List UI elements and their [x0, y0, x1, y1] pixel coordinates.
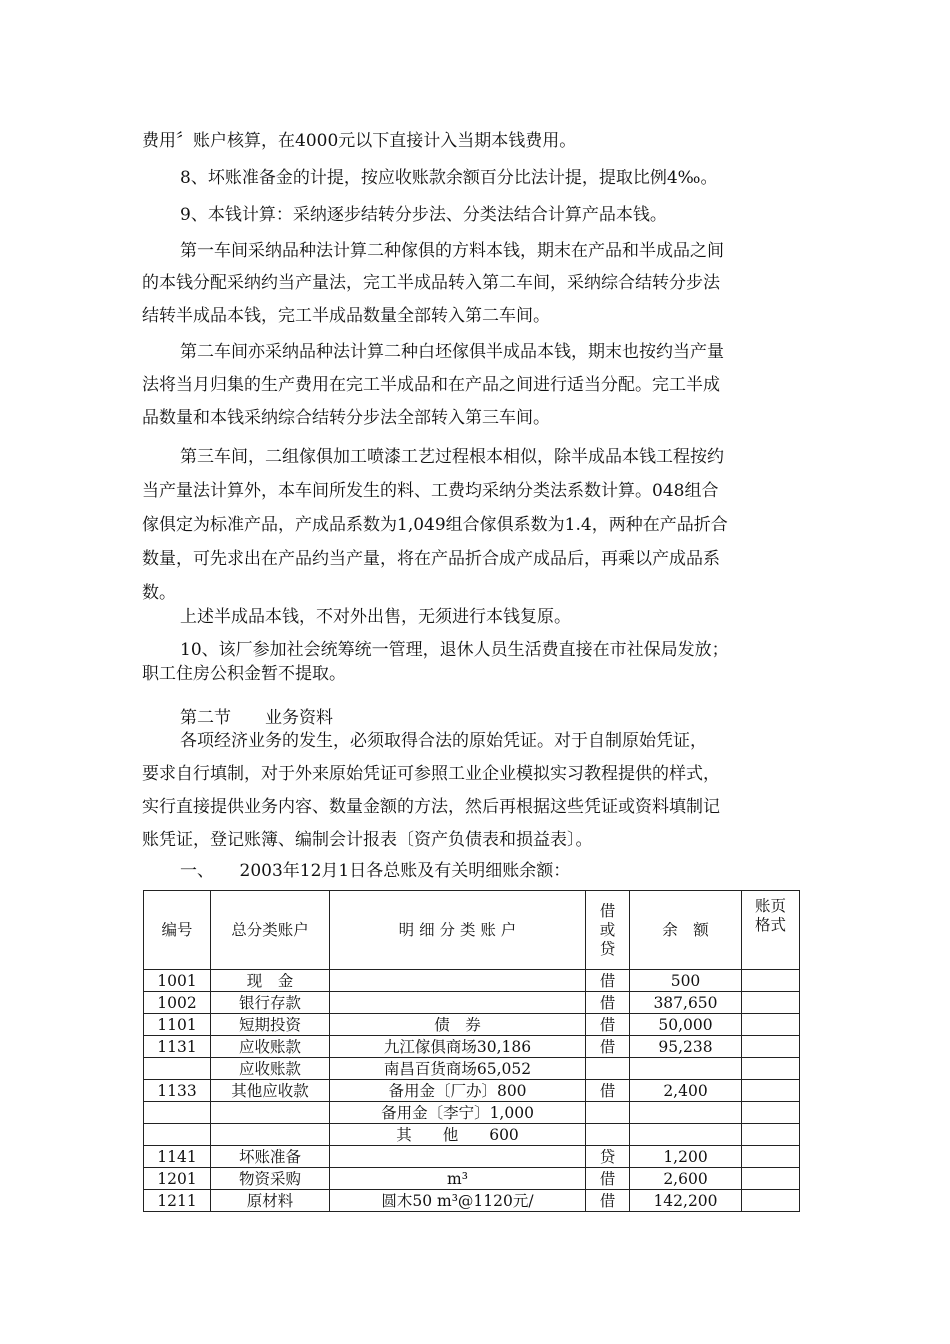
cell-detail: [330, 1146, 586, 1168]
balance-table: [143, 890, 800, 1212]
cell-detail: [330, 992, 586, 1014]
cell-dc: 借: [586, 1168, 630, 1190]
cell-general: 其他应收款: [211, 1080, 330, 1102]
cell-general: [211, 1102, 330, 1124]
cell-general: 现 金: [211, 970, 330, 992]
cell-format: [742, 1168, 800, 1190]
cell-dc: [586, 1124, 630, 1146]
paragraph-line: 的本钱分配采纳约当产量法，完工半成品转入第二车间，采纳综合结转分步法: [142, 273, 720, 293]
cell-code: [144, 1102, 211, 1124]
cell-detail: 圆木50 m³@1120元/: [330, 1190, 586, 1212]
cell-dc: 借: [586, 970, 630, 992]
cell-balance: 2,400: [630, 1080, 742, 1102]
paragraph-line: 要求自行填制，对于外来原始凭证可参照工业企业模拟实习教程提供的样式，: [142, 764, 720, 784]
header-debit-credit: [586, 891, 630, 970]
paragraph-line: 结转半成品本钱，完工半成品数量全部转入第二车间。: [142, 306, 550, 326]
paragraph-line: 第一车间采纳品种法计算二种傢俱的方料本钱，期末在产品和半成品之间: [180, 241, 724, 261]
cell-balance: 387,650: [630, 992, 742, 1014]
paragraph-line: 上述半成品本钱，不对外出售，无须进行本钱复原。: [180, 607, 571, 627]
cell-general: [211, 1124, 330, 1146]
cell-general: 原材料: [211, 1190, 330, 1212]
cell-code: [144, 1124, 211, 1146]
cell-format: [742, 1124, 800, 1146]
cell-detail: 九江傢俱商场30,186: [330, 1036, 586, 1058]
paragraph-line: 数。: [142, 583, 176, 603]
paragraph-line: 品数量和本钱采纳综合结转分步法全部转入第三车间。: [142, 408, 550, 428]
table-row: [144, 1102, 800, 1124]
cell-dc: 借: [586, 1190, 630, 1212]
cell-general: 应收账款: [211, 1036, 330, 1058]
cell-general: 坏账准备: [211, 1146, 330, 1168]
cell-balance: 95,238: [630, 1036, 742, 1058]
cell-detail: [330, 970, 586, 992]
table-header-row: [144, 891, 800, 970]
cell-detail: 其 他 600: [330, 1124, 586, 1146]
paragraph-line: 8、坏账准备金的计提，按应收账款余额百分比法计提，提取比例4‰。: [180, 168, 718, 188]
cell-format: [742, 1102, 800, 1124]
cell-general: 应收账款: [211, 1058, 330, 1080]
section-title: 第二节 业务资料: [180, 708, 333, 728]
cell-code: 1133: [144, 1080, 211, 1102]
cell-dc: [586, 1102, 630, 1124]
paragraph-line: 第三车间，二组傢俱加工喷漆工艺过程根本相似，除半成品本钱工程按约: [180, 447, 724, 467]
cell-detail: 备用金〔厂办〕800: [330, 1080, 586, 1102]
paragraph-line: 法将当月归集的生产费用在完工半成品和在产品之间进行适当分配。完工半成: [142, 375, 720, 395]
paragraph-line: 职工住房公积金暂不提取。: [142, 664, 346, 684]
cell-code: [144, 1058, 211, 1080]
paragraph-line: 傢俱定为标准产品，产成品系数为1,049组合傢俱系数为1.4，两种在产品折合: [142, 515, 728, 535]
cell-detail: 南昌百货商场65,052: [330, 1058, 586, 1080]
paragraph-line: 9、本钱计算：采纳逐步结转分步法、分类法结合计算产品本钱。: [180, 205, 667, 225]
cell-format: [742, 1058, 800, 1080]
cell-format: [742, 992, 800, 1014]
paragraph-line: 数量，可先求出在产品约当产量，将在产品折合成产成品后，再乘以产成品系: [142, 549, 720, 569]
cell-detail: m³: [330, 1168, 586, 1190]
header-format-line: 账页: [754, 897, 786, 915]
header-page-format: [742, 891, 800, 970]
cell-code: 1101: [144, 1014, 211, 1036]
cell-general: 银行存款: [211, 992, 330, 1014]
header-page-format-text: [755, 897, 786, 935]
header-format-line: 格式: [754, 916, 786, 934]
paragraph-line: 第二车间亦采纳品种法计算二种白坯傢俱半成品本钱，期末也按约当产量: [180, 342, 724, 362]
cell-dc: 借: [586, 1036, 630, 1058]
table-row: [144, 1168, 800, 1190]
table-row: [144, 992, 800, 1014]
cell-code: 1002: [144, 992, 211, 1014]
cell-format: [742, 1080, 800, 1102]
cell-detail: 债 券: [330, 1014, 586, 1036]
header-dc-char: 贷: [599, 939, 616, 958]
cell-balance: [630, 1058, 742, 1080]
cell-dc: [586, 1058, 630, 1080]
list-intro: 一、 2003年12月1日各总账及有关明细账余额：: [180, 861, 571, 881]
table-row: [144, 1058, 800, 1080]
paragraph-line: 实行直接提供业务内容、数量金额的方法，然后再根据这些凭证或资料填制记: [142, 797, 720, 817]
cell-dc: 借: [586, 1014, 630, 1036]
cell-general: 短期投资: [211, 1014, 330, 1036]
cell-balance: 2,600: [630, 1168, 742, 1190]
cell-balance: 50,000: [630, 1014, 742, 1036]
cell-dc: 贷: [586, 1146, 630, 1168]
cell-code: 1211: [144, 1190, 211, 1212]
cell-detail: 备用金〔李宁〕1,000: [330, 1102, 586, 1124]
header-detail-account: 明 细 分 类 账 户: [330, 891, 586, 970]
paragraph-line: 费用〞账户核算，在4000元以下直接计入当期本钱费用。: [142, 131, 577, 151]
cell-format: [742, 1190, 800, 1212]
paragraph-line: 账凭证，登记账簿、编制会计报表〔资产负债表和损益表〕。: [142, 830, 593, 850]
cell-format: [742, 970, 800, 992]
table-row: [144, 1080, 800, 1102]
table-row: [144, 1146, 800, 1168]
cell-dc: 借: [586, 1080, 630, 1102]
header-balance: 余 额: [630, 891, 742, 970]
paragraph-line: 当产量法计算外，本车间所发生的料、工费均采纳分类法系数计算。048组合: [142, 481, 719, 501]
cell-dc: 借: [586, 992, 630, 1014]
header-dc-char: 或: [599, 920, 616, 939]
paragraph-line: 各项经济业务的发生，必须取得合法的原始凭证。对于自制原始凭证，: [180, 731, 707, 751]
header-code: 编号: [144, 891, 211, 970]
table-row: [144, 1190, 800, 1212]
cell-code: 1201: [144, 1168, 211, 1190]
cell-code: 1131: [144, 1036, 211, 1058]
paragraph-line: 10、该厂参加社会统筹统一管理，退休人员生活费直接在市社保局发放；: [180, 640, 729, 660]
cell-general: 物资采购: [211, 1168, 330, 1190]
cell-balance: 1,200: [630, 1146, 742, 1168]
table-row: [144, 1014, 800, 1036]
cell-code: 1001: [144, 970, 211, 992]
cell-format: [742, 1014, 800, 1036]
cell-balance: [630, 1124, 742, 1146]
header-general-account: 总分类账户: [211, 891, 330, 970]
header-debit-credit-text: [600, 902, 616, 959]
cell-balance: 500: [630, 970, 742, 992]
header-dc-char: 借: [599, 901, 616, 920]
table-row: [144, 1036, 800, 1058]
table-row: [144, 1124, 800, 1146]
cell-code: 1141: [144, 1146, 211, 1168]
cell-format: [742, 1036, 800, 1058]
cell-balance: [630, 1102, 742, 1124]
cell-balance: 142,200: [630, 1190, 742, 1212]
cell-format: [742, 1146, 800, 1168]
table-row: [144, 970, 800, 992]
